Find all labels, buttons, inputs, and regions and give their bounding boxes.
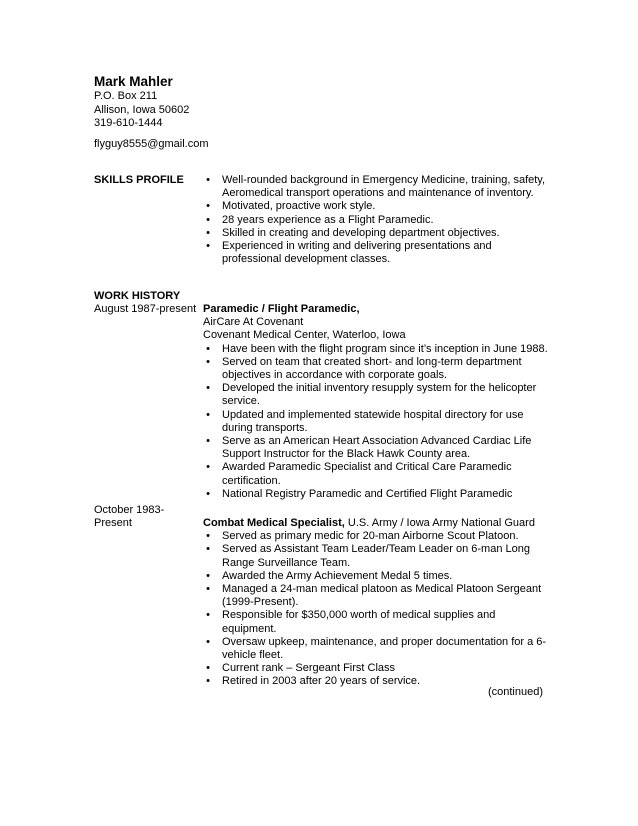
duty-text: Served as Assistant Team Leader/Team Leader on 6-man Long Range Surveillance Team. — [222, 543, 530, 569]
list-item — [203, 609, 548, 635]
duty-text: Oversaw upkeep, maintenance, and proper documentation for a 6-vehicle fleet. — [222, 635, 547, 662]
job-entry — [203, 303, 548, 501]
list-item — [203, 227, 548, 240]
list-item — [203, 662, 548, 675]
bullet-icon: • — [206, 408, 210, 421]
duty-text: Developed the initial inventory resupply system for the helicopter service. — [222, 382, 537, 408]
bullet-icon: • — [206, 530, 210, 543]
job-dates-line: Present — [94, 517, 132, 530]
bullet-icon: • — [206, 200, 210, 213]
bullet-icon: • — [206, 240, 210, 253]
job-entry — [203, 517, 548, 689]
list-item — [203, 636, 548, 662]
bullet-icon: • — [206, 174, 210, 186]
list-item — [203, 530, 548, 543]
email-address: flyguy8555@gmail.com — [94, 138, 209, 150]
bullet-icon: • — [206, 461, 210, 474]
skill-text: Skilled in creating and developing department objectives. — [222, 226, 500, 239]
employer-name: AirCare At Covenant — [203, 316, 304, 329]
list-item — [203, 488, 548, 501]
job-duties-list — [203, 530, 548, 688]
skill-text: 28 years experience as a Flight Paramedic. — [222, 213, 434, 226]
job-dates: August 1987-present — [94, 303, 197, 315]
list-item — [203, 200, 548, 213]
employer-name: U.S. Army / Iowa Army National Guard — [344, 517, 535, 529]
bullet-icon: • — [206, 342, 210, 355]
employer-location: Covenant Medical Center, Waterloo, Iowa — [203, 329, 406, 342]
duty-text: Updated and implemented statewide hospital directory for use during transports. — [222, 408, 524, 434]
address-line: P.O. Box 211 — [94, 90, 158, 102]
bullet-icon: • — [206, 226, 210, 239]
bullet-icon: • — [206, 662, 210, 675]
list-item — [203, 382, 548, 408]
bullet-icon: • — [206, 382, 210, 395]
duty-text: Served on team that created short- and long-term department objectives in accordance with corporate goals. — [222, 355, 522, 382]
job-title: Paramedic / Flight Paramedic, — [203, 303, 360, 315]
bullet-icon: • — [206, 487, 210, 500]
skills-list — [203, 174, 548, 266]
duty-text: Served as primary medic for 20-man Airborne Scout Platoon. — [222, 530, 519, 543]
list-item — [203, 214, 548, 227]
duty-text: Awarded the Army Achievement Medal 5 times. — [222, 569, 453, 582]
phone-number: 319-610-1444 — [94, 117, 163, 129]
duty-text: Responsible for $350,000 worth of medical supplies and equipment. — [222, 609, 496, 635]
work-history-heading: WORK HISTORY — [94, 290, 181, 302]
bullet-icon: • — [206, 609, 210, 622]
list-item — [203, 543, 548, 569]
list-item — [203, 409, 548, 435]
skill-text: Experienced in writing and delivering presentations and professional development classes. — [222, 240, 492, 266]
bullet-icon: • — [206, 675, 210, 688]
bullet-icon: • — [206, 435, 210, 448]
bullet-icon: • — [206, 213, 210, 226]
skill-text: Motivated, proactive work style. — [222, 200, 376, 213]
bullet-icon: • — [206, 543, 210, 556]
bullet-icon: • — [206, 635, 210, 648]
duty-text: Serve as an American Heart Association Advanced Cardiac Life Support Instructor for the Black Hawk County area. — [222, 435, 532, 461]
bullet-icon: • — [206, 355, 210, 368]
duty-text: Have been with the flight program since it’s inception in June 1988. — [222, 342, 548, 355]
bullet-icon: • — [206, 583, 210, 596]
skill-text: Well-rounded background in Emergency Medicine, training, safety, Aeromedical transport operations and maintenance of inventory. — [222, 174, 546, 200]
job-dates — [94, 504, 164, 530]
list-item — [203, 343, 548, 356]
skills-list-container — [203, 174, 548, 266]
list-item — [203, 174, 548, 200]
duty-text: Managed a 24-man medical platoon as Medical Platoon Sergeant (1999-Present). — [222, 583, 542, 609]
address-line: Allison, Iowa 50602 — [94, 103, 190, 116]
list-item — [203, 435, 548, 461]
bullet-icon: • — [206, 569, 210, 582]
list-item — [203, 240, 548, 266]
list-item — [203, 583, 548, 609]
resume-name: Mark Mahler — [94, 74, 173, 89]
contact-address — [94, 90, 189, 131]
job-heading-line — [203, 517, 548, 530]
job-dates-line: October 1983- — [94, 504, 165, 516]
job-title: Combat Medical Specialist, — [203, 517, 345, 529]
continued-note: (continued) — [487, 686, 543, 698]
duty-text: National Registry Paramedic and Certified Flight Paramedic — [222, 487, 513, 500]
job-duties-list — [203, 343, 548, 501]
duty-text: Current rank – Sergeant First Class — [222, 662, 396, 675]
skills-heading: SKILLS PROFILE — [94, 174, 184, 186]
list-item — [203, 461, 548, 487]
list-item — [203, 570, 548, 583]
duty-text: Retired in 2003 after 20 years of service. — [222, 675, 421, 688]
list-item — [203, 356, 548, 382]
duty-text: Awarded Paramedic Specialist and Critical Care Paramedic certification. — [222, 461, 512, 487]
